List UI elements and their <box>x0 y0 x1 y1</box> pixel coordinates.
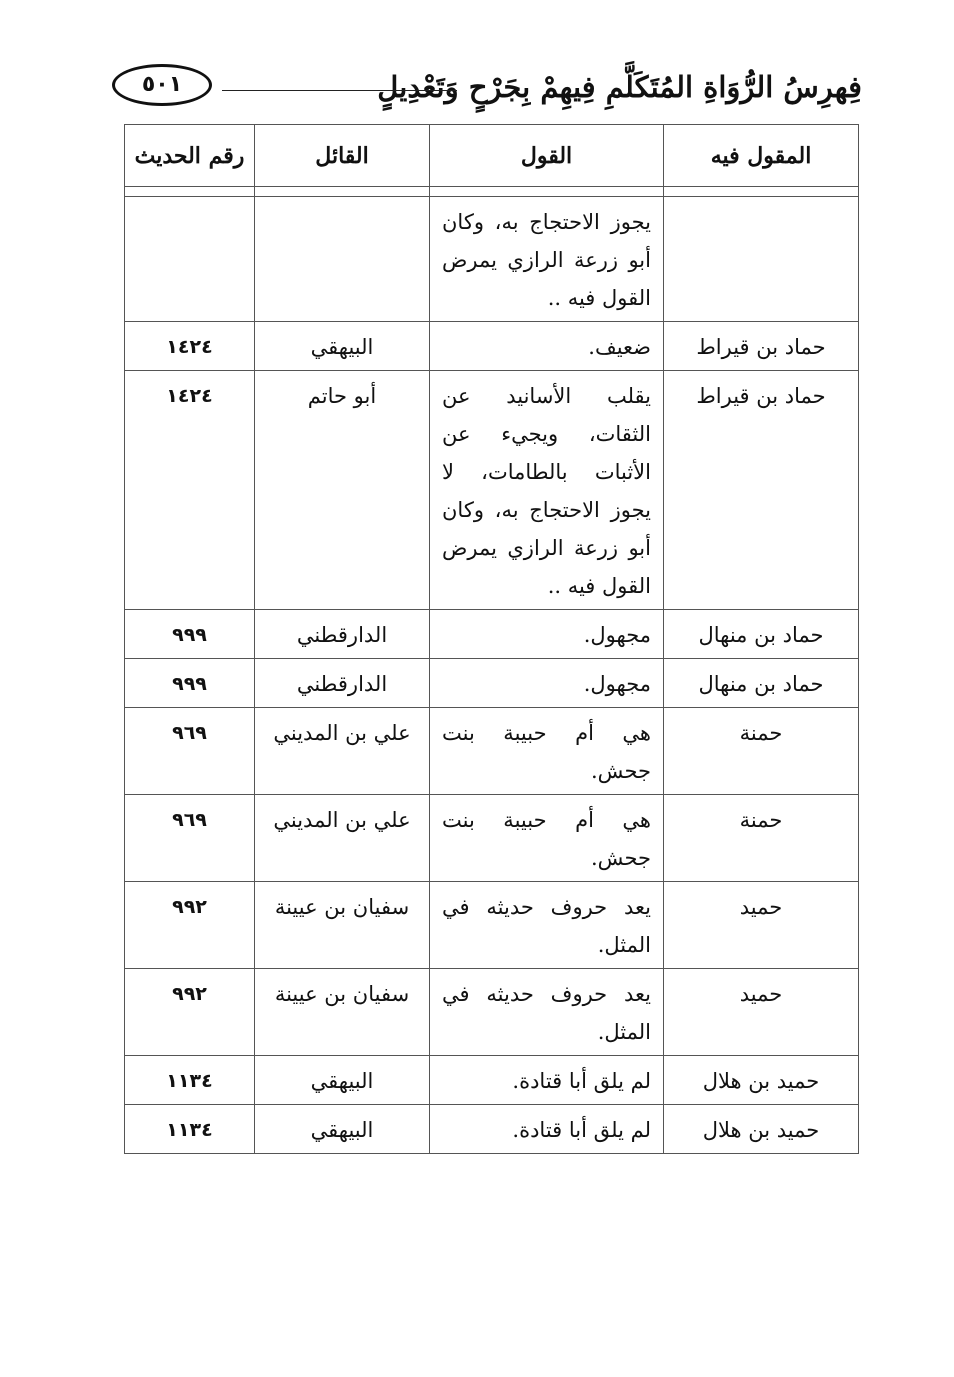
sayer-cell-text: علي بن المديني <box>273 721 411 745</box>
saying-cell <box>430 659 664 708</box>
hadith-number-cell <box>125 659 255 708</box>
saying-cell-text: ضعيف. <box>588 335 651 359</box>
sayer-cell <box>255 371 430 610</box>
sayer-cell <box>255 197 430 322</box>
subject-cell <box>664 1105 859 1154</box>
hadith-number-cell <box>125 610 255 659</box>
hadith-number-cell-text: ٩٩٩ <box>172 624 207 646</box>
subject-cell-text: حمنة <box>739 808 783 832</box>
hadith-number-cell-text: ١١٣٤ <box>166 1070 213 1092</box>
saying-cell <box>430 969 664 1056</box>
table-row <box>125 969 859 1056</box>
sayer-cell <box>255 969 430 1056</box>
narrators-index-table <box>124 124 859 1154</box>
sayer-cell-text: سفيان بن عيينة <box>274 895 410 919</box>
table-row <box>125 708 859 795</box>
table-row <box>125 610 859 659</box>
page-number: ٥٠١ <box>112 64 212 106</box>
saying-cell <box>430 1056 664 1105</box>
hadith-number-cell-text: ١٤٢٤ <box>166 385 213 407</box>
saying-cell-text: مجهول. <box>583 623 651 647</box>
sayer-cell <box>255 708 430 795</box>
running-title: فِهرِسُ الرُّوَاةِ المُتَكَلَّمِ فِيهِمْ بِجَرْحٍ وَتَعْدِيلٍ <box>377 70 862 104</box>
subject-cell-text <box>664 197 858 207</box>
page-header <box>112 60 862 115</box>
subject-cell-text: حميد <box>739 895 783 919</box>
saying-cell-text: هي أم حبيبة بنت جحش. <box>442 808 651 870</box>
subject-cell-text: حميد <box>739 982 783 1006</box>
column-header-hadith-number: رقم الحديث <box>125 125 255 187</box>
subject-cell <box>664 371 859 610</box>
saying-cell-text: يعد حروف حديثه في المثل. <box>442 982 651 1044</box>
saying-cell <box>430 882 664 969</box>
saying-cell-text: يعد حروف حديثه في المثل. <box>442 895 651 957</box>
subject-cell <box>664 795 859 882</box>
sayer-cell-text: أبو حاتم <box>307 384 377 408</box>
hadith-number-cell <box>125 197 255 322</box>
hadith-number-cell <box>125 1056 255 1105</box>
table-row <box>125 1105 859 1154</box>
table-row <box>125 1056 859 1105</box>
saying-cell-text: لم يلق أبا قتادة. <box>512 1118 651 1142</box>
sayer-cell-text: البيهقي <box>310 335 374 359</box>
table-row <box>125 659 859 708</box>
saying-cell <box>430 795 664 882</box>
subject-cell <box>664 197 859 322</box>
subject-cell-text: حماد بن قيراط <box>696 384 826 408</box>
sayer-cell-text: سفيان بن عيينة <box>274 982 410 1006</box>
saying-cell-text: مجهول. <box>583 672 651 696</box>
subject-cell-text: حماد بن منهال <box>698 623 824 647</box>
saying-cell <box>430 197 664 322</box>
saying-cell-text: يقلب الأسانيد عن الثقات، ويجيء عن الأثبات بالطامات، لا يجوز الاحتجاج به، وكان أبو زرعة الرازي يمرض القول فيه .. <box>442 384 651 598</box>
sayer-cell <box>255 795 430 882</box>
column-header-saying: القول <box>430 125 664 187</box>
subject-cell <box>664 708 859 795</box>
hadith-number-cell-text <box>125 197 254 207</box>
hadith-number-cell-text: ٩٩٢ <box>172 983 207 1005</box>
hadith-number-cell <box>125 371 255 610</box>
table-row <box>125 322 859 371</box>
subject-cell <box>664 322 859 371</box>
sayer-cell <box>255 882 430 969</box>
saying-cell <box>430 1105 664 1154</box>
saying-cell <box>430 371 664 610</box>
table-row <box>125 882 859 969</box>
hadith-number-cell <box>125 795 255 882</box>
hadith-number-cell-text: ٩٩٢ <box>172 896 207 918</box>
sayer-cell <box>255 322 430 371</box>
subject-cell <box>664 610 859 659</box>
subject-cell <box>664 882 859 969</box>
hadith-number-cell-text: ١١٣٤ <box>166 1119 213 1141</box>
saying-cell-text: يجوز الاحتجاج به، وكان أبو زرعة الرازي يمرض القول فيه .. <box>442 210 651 310</box>
saying-cell <box>430 708 664 795</box>
sayer-cell <box>255 1105 430 1154</box>
sayer-cell-text: الدارقطني <box>296 623 388 647</box>
sayer-cell <box>255 1056 430 1105</box>
header-rule <box>222 90 457 91</box>
hadith-number-cell-text: ٩٦٩ <box>172 809 207 831</box>
saying-cell-text: هي أم حبيبة بنت جحش. <box>442 721 651 783</box>
subject-cell <box>664 659 859 708</box>
column-header-subject: المقول فيه <box>664 125 859 187</box>
hadith-number-cell-text: ٩٦٩ <box>172 722 207 744</box>
subject-cell-text: حميد بن هلال <box>702 1118 820 1142</box>
sayer-cell-text: علي بن المديني <box>273 808 411 832</box>
sayer-cell-text: الدارقطني <box>296 672 388 696</box>
subject-cell-text: حماد بن منهال <box>698 672 824 696</box>
sayer-cell <box>255 610 430 659</box>
subject-cell-text: حميد بن هلال <box>702 1069 820 1093</box>
sayer-cell-text <box>255 197 429 207</box>
hadith-number-cell <box>125 882 255 969</box>
saying-cell-text: لم يلق أبا قتادة. <box>512 1069 651 1093</box>
hadith-number-cell <box>125 322 255 371</box>
hadith-number-cell <box>125 1105 255 1154</box>
sayer-cell-text: البيهقي <box>310 1118 374 1142</box>
hadith-number-cell-text: ١٤٢٤ <box>166 336 213 358</box>
sayer-cell <box>255 659 430 708</box>
subject-cell <box>664 1056 859 1105</box>
saying-cell <box>430 610 664 659</box>
header-gap <box>125 187 859 197</box>
subject-cell-text: حماد بن قيراط <box>696 335 826 359</box>
hadith-number-cell <box>125 708 255 795</box>
hadith-number-cell <box>125 969 255 1056</box>
subject-cell-text: حمنة <box>739 721 783 745</box>
sayer-cell-text: البيهقي <box>310 1069 374 1093</box>
saying-cell <box>430 322 664 371</box>
table-header-row <box>125 125 859 187</box>
hadith-number-cell-text: ٩٩٩ <box>172 673 207 695</box>
table-row <box>125 197 859 322</box>
table-row <box>125 371 859 610</box>
table-row <box>125 795 859 882</box>
subject-cell <box>664 969 859 1056</box>
column-header-sayer: القائل <box>255 125 430 187</box>
